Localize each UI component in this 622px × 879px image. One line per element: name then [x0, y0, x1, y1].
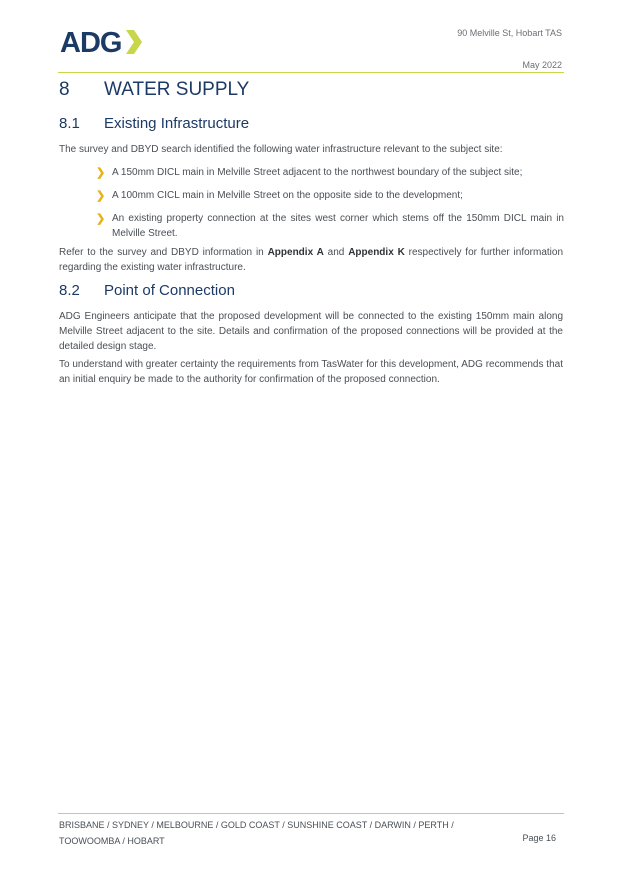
header-date: May 2022: [522, 60, 562, 70]
infrastructure-list: [96, 165, 564, 249]
refer-text-1: Refer to the survey and DBYD information in: [59, 247, 268, 258]
list-item: [96, 211, 564, 241]
footer-office-locations: BRISBANE / SYDNEY / MELBOURNE / GOLD COAST / SUNSHINE COAST / DARWIN / PERTH / TOOWOOMBA / HOBART: [59, 820, 454, 846]
list-item-text: A 150mm DICL main in Melville Street adjacent to the northwest boundary of the subject site;: [112, 167, 523, 178]
chevron-bullet-icon: ❯: [96, 167, 106, 179]
intro-paragraph: The survey and DBYD search identified the following water infrastructure relevant to the subject site:: [59, 144, 503, 155]
list-item-text: A 100mm CICL main in Melville Street on the opposite side to the development;: [112, 190, 463, 201]
refer-text-2: and: [323, 247, 349, 258]
svg-text:ADG: ADG: [60, 27, 122, 58]
chevron-bullet-icon: ❯: [96, 213, 106, 225]
appendix-a-ref: Appendix A: [267, 247, 324, 258]
chevron-bullet-icon: ❯: [96, 190, 106, 202]
subsection-title: Existing Infrastructure: [104, 115, 250, 132]
appendix-k-ref: Appendix K: [348, 247, 405, 258]
subsection-number: 8.2: [59, 282, 80, 299]
connection-paragraph: ADG Engineers anticipate that the proposed development will be connected to the existing 150mm main along Melville Street adjacent to the site. Details and confirmation of the proposed connections will be provided at the detailed design stage.: [59, 311, 563, 352]
footer-divider: [58, 813, 564, 814]
section-title: WATER SUPPLY: [104, 79, 250, 100]
list-item: [96, 188, 564, 203]
refer-text-3: respectively for further information regarding the existing water infrastructure.: [59, 247, 564, 273]
list-item-text: An existing property connection at the sites west corner which stems off the 150mm DICL main in Melville Street.: [112, 213, 564, 239]
header-address: 90 Melville St, Hobart TAS: [457, 28, 562, 38]
section-heading: [59, 79, 249, 101]
subsection-heading-8-1: [59, 115, 249, 132]
refer-paragraph: [59, 245, 563, 275]
adg-logo: [60, 26, 142, 58]
subsection-number: 8.1: [59, 115, 80, 132]
page-number: Page 16: [522, 833, 556, 843]
section-number: 8: [59, 79, 70, 100]
header-divider: [58, 72, 564, 73]
subsection-heading-8-2: [59, 282, 235, 299]
subsection-title: Point of Connection: [104, 282, 235, 299]
list-item: [96, 165, 564, 180]
recommendation-paragraph: To understand with greater certainty the requirements from TasWater for this development, ADG recommends that an initial enquiry be made to the authority for confirmation of the proposed connection.: [59, 359, 563, 385]
